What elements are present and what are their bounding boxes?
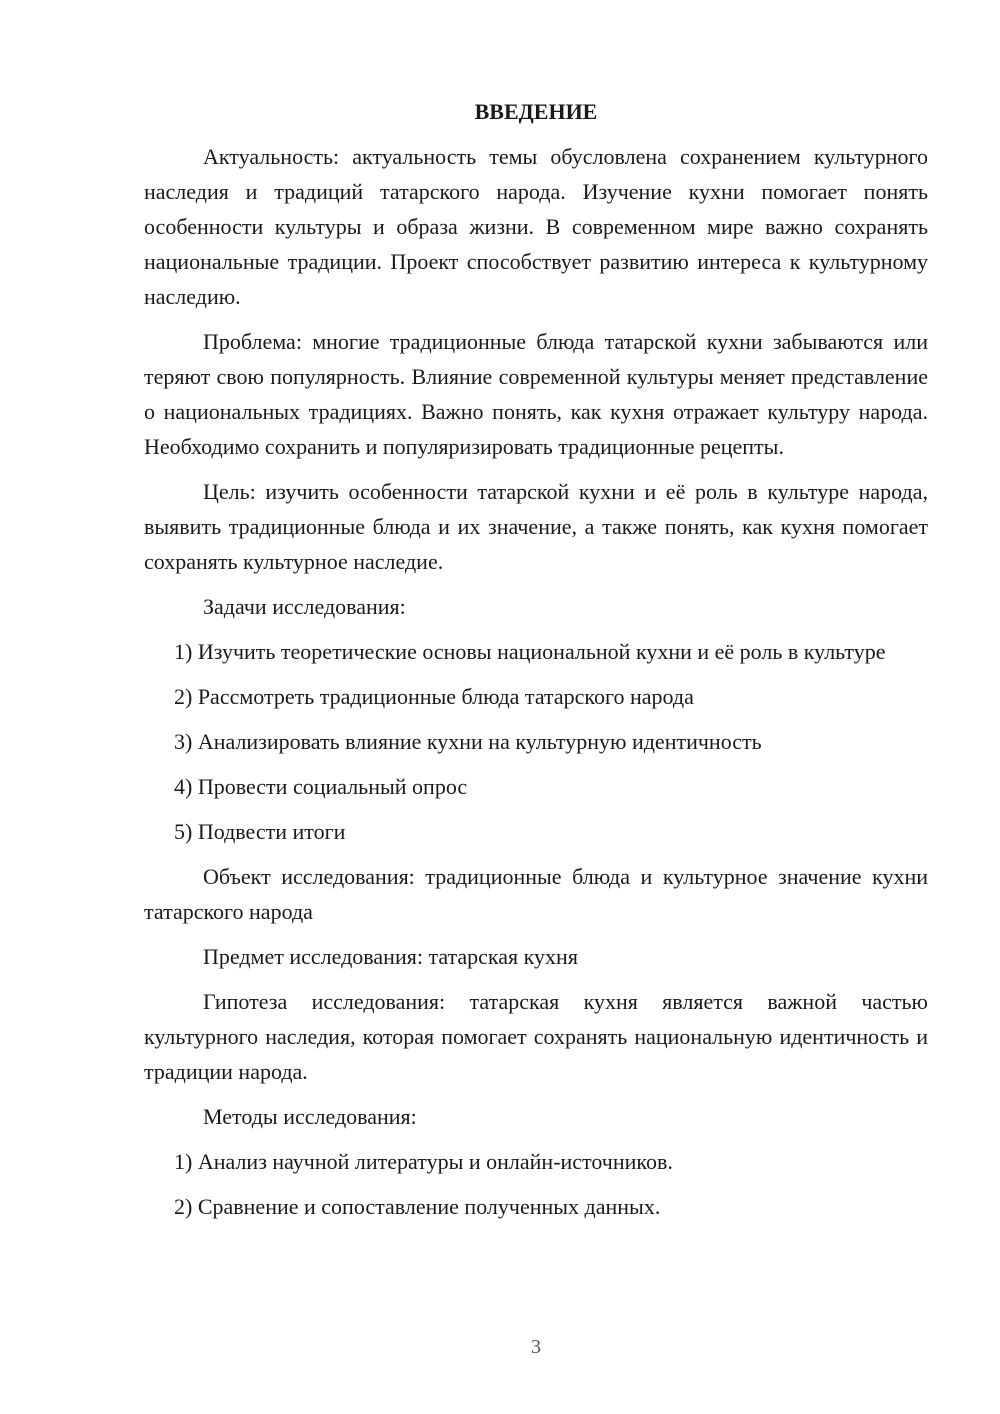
hypothesis-paragraph: Гипотеза исследования: татарская кухня является важной частью культурного наследия, которая помогает сохранять национальную идентичность и традиции народа. [144, 989, 928, 1084]
section-title: ВВЕДЕНИЕ [474, 99, 598, 124]
task-item-4: 4) Провести социальный опрос [174, 774, 468, 799]
task-item-1: 1) Изучить теоретические основы национальной кухни и её роль в культуре [174, 639, 886, 664]
object-paragraph: Объект исследования: традиционные блюда и культурное значение кухни татарского народа [144, 864, 928, 924]
problem-paragraph: Проблема: многие традиционные блюда татарской кухни забываются или теряют свою популярность. Влияние современной культуры меняет представление о национальных традициях. Важно понять, как кухня отражает культуру народа. Необходимо сохранить и популяризировать традиционные рецепты. [144, 329, 928, 459]
method-item-2: 2) Сравнение и сопоставление полученных данных. [174, 1194, 661, 1219]
task-item-2: 2) Рассмотреть традиционные блюда татарского народа [174, 684, 694, 709]
goal-paragraph: Цель: изучить особенности татарской кухни и её роль в культуре народа, выявить традиционные блюда и их значение, а также понять, как кухня помогает сохранять культурное наследие. [144, 479, 928, 574]
page-number: 3 [531, 1336, 541, 1358]
subject-paragraph: Предмет исследования: татарская кухня [203, 944, 578, 969]
method-item-1: 1) Анализ научной литературы и онлайн-источников. [174, 1149, 673, 1174]
page-content [144, 94, 928, 1234]
task-item-5: 5) Подвести итоги [174, 819, 346, 844]
tasks-label: Задачи исследования: [203, 594, 406, 619]
task-item-3: 3) Анализировать влияние кухни на культурную идентичность [174, 729, 762, 754]
relevance-paragraph: Актуальность: актуальность темы обусловлена сохранением культурного наследия и традиций татарского народа. Изучение кухни помогает понять особенности культуры и образа жизни. В современном мире важно сохранять национальные традиции. Проект способствует развитию интереса к культурному наследию. [144, 144, 928, 309]
methods-label: Методы исследования: [203, 1104, 417, 1129]
